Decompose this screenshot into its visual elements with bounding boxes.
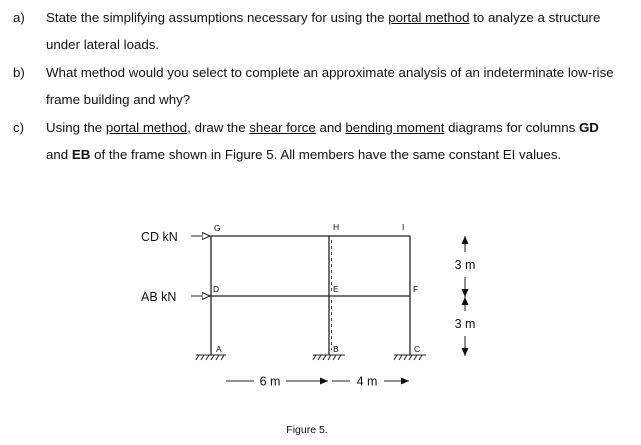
question-c-text: and: [46, 147, 72, 162]
question-c-text: and: [315, 120, 346, 135]
question-c-bold-term: GD: [578, 120, 599, 135]
span-label-right: 4 m: [356, 374, 378, 389]
question-a-line-2: under lateral loads.: [46, 37, 160, 52]
question-c-underlined-term: bending moment: [345, 120, 445, 135]
node-label-d: D: [213, 284, 220, 294]
question-c-text: draw the: [190, 120, 250, 135]
fixed-support-b: [313, 355, 345, 360]
node-label-g: G: [214, 223, 221, 233]
question-c-underlined-term: shear force: [249, 120, 316, 135]
fixed-support-c: [394, 355, 426, 360]
node-label-f: F: [413, 284, 419, 294]
node-label-b: B: [333, 344, 339, 354]
node-labels: [213, 222, 420, 354]
frame-members: [211, 236, 410, 355]
question-b-line-2: frame building and why?: [46, 92, 191, 107]
question-c-text: Using the: [46, 120, 106, 135]
question-a-text: to analyze a structure: [469, 10, 601, 25]
span-dimension-left: [226, 375, 328, 389]
story-label-bottom: 3 m: [454, 317, 476, 331]
span-label-left: 6 m: [259, 374, 281, 389]
load-label-upper: CD kN: [141, 230, 178, 244]
node-label-h: H: [333, 222, 340, 232]
figure-caption: Figure 5.: [286, 424, 328, 436]
question-b-line-1: What method would you select to complete an approximate analysis of an indeterminate low-rise: [46, 65, 614, 80]
story-label-top: 3 m: [454, 258, 476, 272]
question-c-underlined-term: portal method,: [105, 120, 191, 135]
question-a-text: State the simplifying assumptions necessary for using the: [46, 10, 389, 25]
node-label-i: I: [402, 222, 405, 232]
node-label-e: E: [333, 284, 339, 294]
question-c-bold-term: EB: [71, 147, 91, 162]
question-a-underlined-term: portal method: [388, 10, 470, 25]
question-c-text: of the frame shown in Figure 5. All members have the same constant EI values.: [90, 147, 562, 162]
question-c-marker: c): [13, 120, 25, 135]
span-dimension-right: [332, 375, 409, 389]
question-c-text: diagrams for columns: [444, 120, 579, 135]
story-dimension-top: [455, 236, 476, 297]
load-label-lower: AB kN: [141, 290, 177, 304]
node-label-c: C: [414, 344, 421, 354]
question-b-marker: b): [13, 65, 25, 80]
story-dimension-bottom: [455, 297, 476, 356]
fixed-support-a: [196, 355, 226, 360]
node-label-a: A: [216, 344, 222, 354]
question-a-marker: a): [13, 10, 25, 25]
